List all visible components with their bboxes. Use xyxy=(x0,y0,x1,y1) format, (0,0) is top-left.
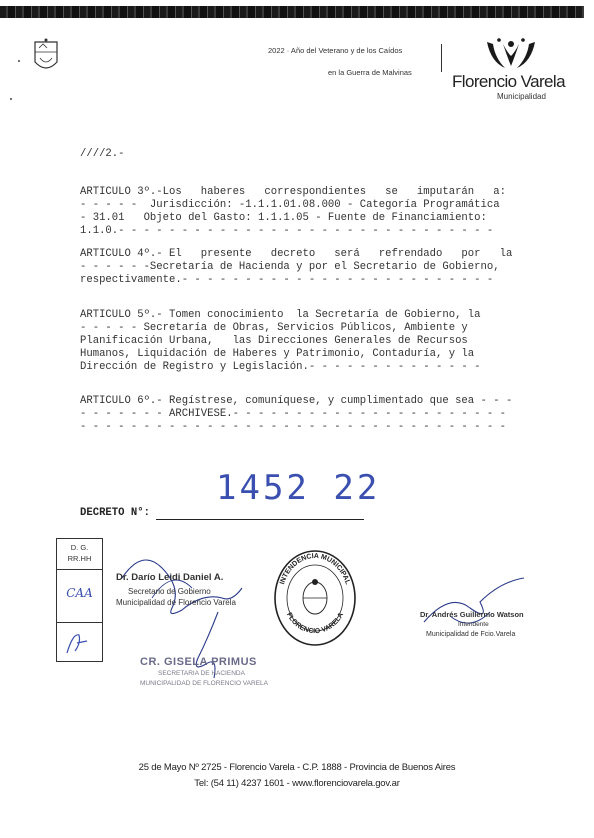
article-line: Humanos, Liquidación de Haberes y Patrimonio, Contaduría, y la xyxy=(80,348,475,360)
left-signer-org: Municipalidad de Florencio Varela xyxy=(116,598,236,607)
right-signer-role: Intendente xyxy=(458,621,489,628)
article-line: ARTICULO 3º.-Los haberes correspondientes se imputarán a: xyxy=(80,186,506,198)
header-year-line-2: en la Guerra de Malvinas xyxy=(328,68,412,77)
right-signer-name: Dr. Andrés Guillermo Watson xyxy=(420,610,524,619)
municipal-crest-icon xyxy=(32,38,60,76)
stamp-hacienda-name: CR. GISELA PRIMUS xyxy=(140,656,257,668)
article-line: ARTICULO 6º.- Regístrese, comuníquese, y cumplimentado que sea - - - xyxy=(80,395,513,407)
article-line: - - - - - Secretaría de Obras, Servicios Públicos, Ambiente y xyxy=(80,322,468,334)
article-line: - - - - - - - ARCHIVESE.- - - - - - - - - - - - - - - - - - - - - - xyxy=(80,408,506,420)
right-signer-org: Municipalidad de Fcio.Varela xyxy=(426,631,516,638)
logo-subtitle: Municipalidad xyxy=(497,92,546,101)
decreto-label: DECRETO N°: xyxy=(80,507,150,519)
header-separator xyxy=(441,44,442,72)
box-label-rrhh: RR.HH xyxy=(67,554,92,563)
footer-contact: Tel: (54 11) 4237 1601 - www.florenciovarela.gov.ar xyxy=(194,778,400,789)
stamp-hacienda-role: SECRETARIA DE HACIENDA xyxy=(158,670,245,677)
header-year-line-1: 2022 · Año del Veterano y de los Caídos xyxy=(268,46,403,55)
box-cell-initials xyxy=(57,570,102,623)
article-line: - - - - - Jurisdicción: -1.1.1.01.08.000 - Categoría Programática xyxy=(80,199,500,211)
scan-speck xyxy=(18,60,20,62)
scan-speck xyxy=(10,98,12,100)
article-line: ARTICULO 5º.- Tomen conocimiento la Secretaría de Gobierno, la xyxy=(80,309,481,321)
decreto-underline xyxy=(156,519,364,520)
florencio-varela-logo-icon xyxy=(483,38,539,74)
article-line: - - - - - - - - - - - - - - - - - - - - - - - - - - - - - - - - - - xyxy=(80,421,506,433)
decree-number-handwritten: 1452 22 xyxy=(216,468,381,508)
article-line: Planificación Urbana, las Direcciones Generales de Recursos xyxy=(80,335,468,347)
round-stamp-bottom-text: FLORENCIO VARELA xyxy=(284,611,346,636)
article-line: - - - - - -Secretaría de Hacienda y por el Secretario de Gobierno, xyxy=(80,261,500,273)
footer-address: 25 de Mayo Nº 2725 - Florencio Varela - C.P. 1888 - Provincia de Buenos Aires xyxy=(138,762,456,773)
left-signer-name: Dr. Darío Leidi Daniel A. xyxy=(116,572,224,583)
article-line: Dirección de Registro y Legislación.- - - - - - - - - - - - - - xyxy=(80,361,481,373)
box-initials-handwritten: CAA xyxy=(66,586,93,600)
page-reference: ////2.- xyxy=(80,148,125,160)
stamp-hacienda-org: MUNICIPALIDAD DE FLORENCIO VARELA xyxy=(140,680,268,687)
article-line: - 31.01 Objeto del Gasto: 1.1.1.05 - Fuente de Financiamiento: xyxy=(80,212,487,224)
scanned-top-border xyxy=(0,6,584,18)
article-line: 1.1.0.- - - - - - - - - - - - - - - - - - - - - - - - - - - - - - xyxy=(80,225,494,237)
logo-name: Florencio Varela xyxy=(452,72,565,91)
box-cell-header xyxy=(57,539,102,570)
left-signer-role: Secretario de Gobierno xyxy=(128,587,211,596)
svg-text:FLORENCIO VARELA xyxy=(285,612,345,636)
article-line: ARTICULO 4º.- El presente decreto será refrendado por la xyxy=(80,248,513,260)
initials-box xyxy=(56,538,103,662)
box-handwritten-mark-icon xyxy=(63,629,93,657)
municipal-round-stamp-icon xyxy=(272,548,358,648)
box-label-dg: D. G. xyxy=(70,543,89,552)
round-stamp-top-text: INTENDENCIA MUNICIPAL xyxy=(279,552,351,586)
article-line: respectivamente.- - - - - - - - - - - - - - - - - - - - - - - - - xyxy=(80,274,494,286)
